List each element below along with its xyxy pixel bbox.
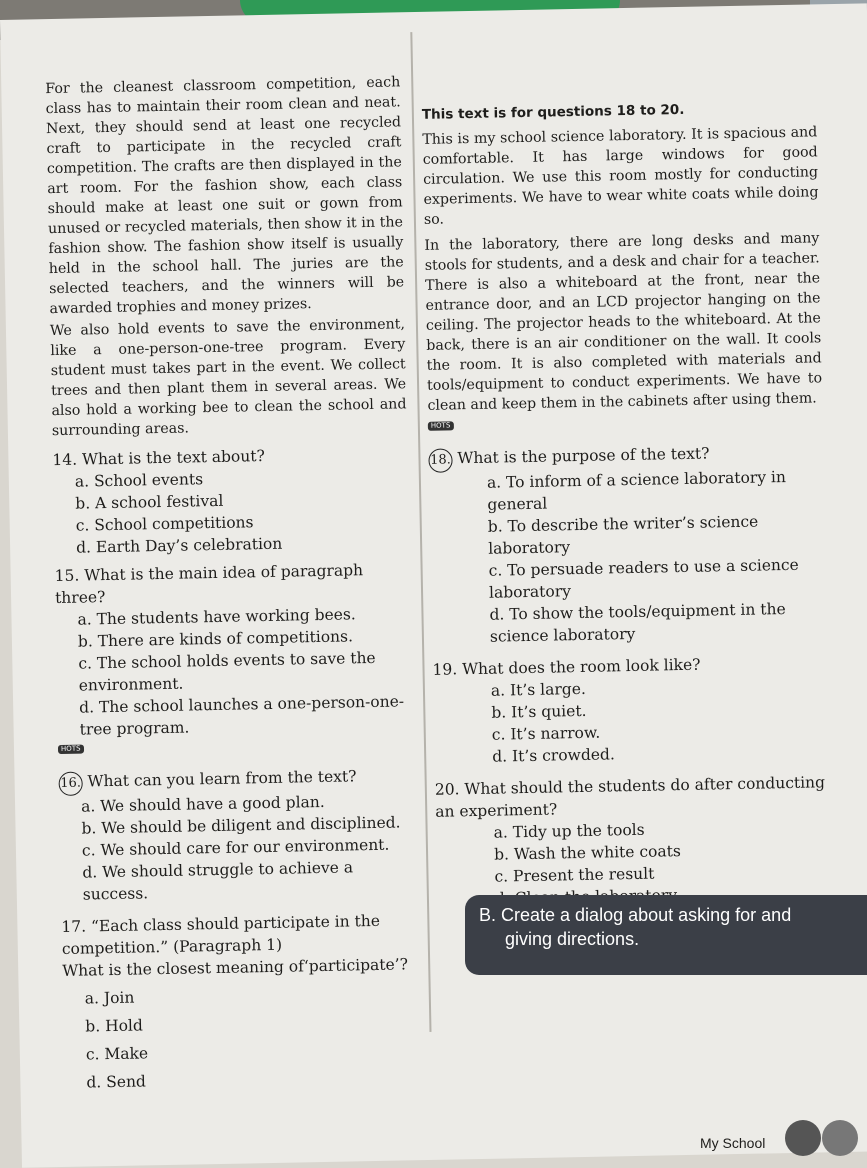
option-b: b. Wash the white coats: [493, 842, 682, 864]
decorative-circle: [785, 1120, 821, 1156]
banner-line-2: giving directions.: [505, 929, 640, 949]
option-a: a. Join: [84, 988, 135, 1008]
question-text: What is the main idea of paragraph three?: [54, 561, 364, 608]
reading-paragraph-2: For the cleanest classroom competition, each class has to maintain their room clean and neat. Next, they should send at least one recycled craft to participate in the recycled craft competition. The crafts are then displayed in the art room. For the fashion show, each class should make at least one suit or gown from unused or recycled materials, then show it in the fashion show. The fashion show itself is usually held in the school hall. The juries are the selected teachers, and the winners will be awarded trophies and money prizes.: [45, 74, 405, 318]
option-d: d. The school launches a one-person-one-tree program.: [79, 692, 405, 739]
question-15: [54, 558, 412, 741]
lab-paragraph-2: In the laboratory, there are long desks and many stools for students, and a desk and chair for a teacher. There is also a whiteboard at the front, near the entrance door, and an LCD projector hanging on the ceiling. The projector heads to the whiteboard. At the back, there is an air conditioner on the wall. It cools the room. It is also completed with materials and tools/equipment to conduct experiments. We have to clean and keep them in the cabinets after using them.: [424, 230, 823, 414]
question-text: What is the text about?: [81, 446, 265, 469]
option-d: d. It’s crowded.: [492, 745, 615, 766]
option-c: c. Make: [85, 1044, 149, 1064]
question-number: 20.: [434, 780, 460, 799]
question-text: What is the purpose of the text?: [457, 444, 710, 468]
book-page: [0, 3, 867, 1167]
question-number-circled: 18.: [428, 448, 452, 472]
option-b: b. A school festival: [75, 491, 224, 513]
question-text-2: What is the closest meaning of‘participate’?: [62, 955, 409, 980]
footer-label: My School: [700, 1135, 766, 1151]
section-heading: This text is for questions 18 to 20.: [421, 101, 685, 123]
question-number-circled: 16.: [58, 772, 82, 796]
question-text: What should the students do after conducting an experiment?: [435, 773, 826, 821]
right-column: [422, 96, 832, 910]
option-c: c. The school holds events to save the environment.: [78, 648, 376, 695]
option-b: b. It’s quiet.: [491, 701, 587, 722]
section-banner: [465, 895, 867, 975]
option-a: a. We should have a good plan.: [80, 792, 325, 816]
banner-line-1: B. Create a dialog about asking for and: [479, 905, 792, 925]
question-text: What does the room look like?: [461, 655, 701, 679]
option-c: c. School competitions: [75, 513, 254, 535]
option-c: c. We should care for our environment.: [81, 835, 390, 860]
question-number: 19.: [432, 660, 458, 679]
option-d: d. To show the tools/equipment in the science laboratory: [489, 600, 786, 646]
reading-paragraph-3: We also hold events to save the environment, like a one-person-one-tree program. Every student must takes part in the event. We collect trees and then plant them in several areas. We also hold a working bee to clean the school and surrounding areas.: [49, 316, 407, 440]
option-d: d. Send: [86, 1072, 147, 1092]
option-a: a. Tidy up the tools: [493, 820, 645, 842]
question-19: [432, 651, 829, 769]
question-17: [61, 909, 419, 1094]
hots-badge: HOTS: [58, 745, 84, 754]
option-c: c. It’s narrow.: [491, 723, 601, 744]
question-20: [435, 771, 832, 911]
option-d: d. Earth Day’s celebration: [75, 534, 283, 557]
decorative-circle: [822, 1120, 858, 1156]
option-b: b. Hold: [85, 1016, 144, 1036]
option-b: b. We should be diligent and disciplined.: [81, 813, 401, 838]
option-d: d. We should struggle to achieve a success.: [82, 858, 354, 904]
question-14: [52, 442, 409, 559]
question-18: [428, 414, 827, 649]
option-a: a. The students have working bees.: [77, 605, 356, 629]
question-number: 17.: [61, 917, 87, 936]
hots-badge: HOTS: [428, 421, 454, 430]
option-a: a. To inform of a science laboratory in general: [486, 467, 787, 514]
question-number: 15.: [54, 566, 80, 586]
option-c: c. Present the result: [494, 864, 655, 886]
question-number: 14.: [52, 450, 78, 470]
left-column: [45, 72, 419, 1094]
option-b: b. To describe the writer’s science laboratory: [487, 512, 759, 558]
question-16: [58, 738, 416, 906]
option-b: b. There are kinds of competitions.: [77, 627, 354, 651]
question-text: “Each class should participate in the competition.” (Paragraph 1): [61, 911, 381, 958]
lab-paragraph-1: This is my school science laboratory. It is spacious and comfortable. It has large windows for good circulation. We use this room mostly for conducting experiments. We have to wear white coats while doing so.: [422, 124, 819, 228]
question-text: What can you learn from the text?: [87, 767, 357, 791]
option-c: c. To persuade readers to use a science laboratory: [488, 555, 799, 602]
option-a: a. School events: [74, 470, 204, 491]
option-a: a. It’s large.: [490, 679, 587, 700]
